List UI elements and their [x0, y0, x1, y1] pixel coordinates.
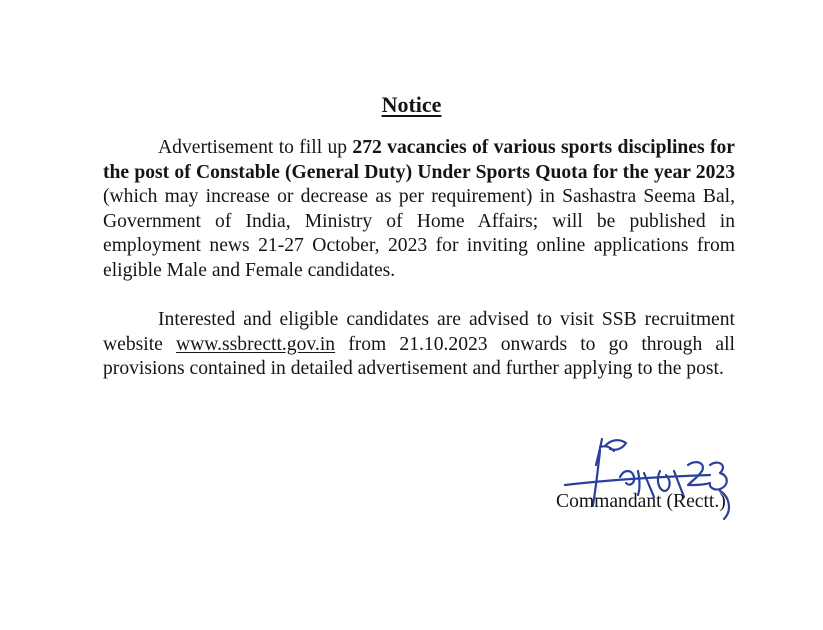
instructions-intro: Interested and eligible candidates are advised to visit SSB recruitment website [103, 309, 735, 355]
handwritten-signature [560, 425, 760, 535]
advertisement-intro: Advertisement to fill up [158, 137, 353, 158]
vacancy-details: 272 vacancies of various sports disciplines for the post of Constable (General Duty) Under Sports Quota for the year 2023 [103, 137, 735, 183]
website-link[interactable]: www.ssbrectt.gov.in [175, 333, 336, 355]
notice-title: Notice [381, 92, 442, 117]
paragraph-instructions [103, 308, 735, 382]
instructions-rest: from 21.10.2023 onwards to go through all provisions contained in detailed advertisement and further applying to the post. [103, 333, 735, 379]
signatory-designation: Commandant (Rectt.) [556, 491, 726, 512]
advertisement-details: (which may increase or decrease as per requirement) in Sashastra Seema Bal, Government of India, Ministry of Home Affairs; will be published in employment news 21-27 October, 2023 for inviting online applications from eligible Male and Female candidates. [103, 186, 735, 281]
paragraph-advertisement [103, 136, 735, 283]
